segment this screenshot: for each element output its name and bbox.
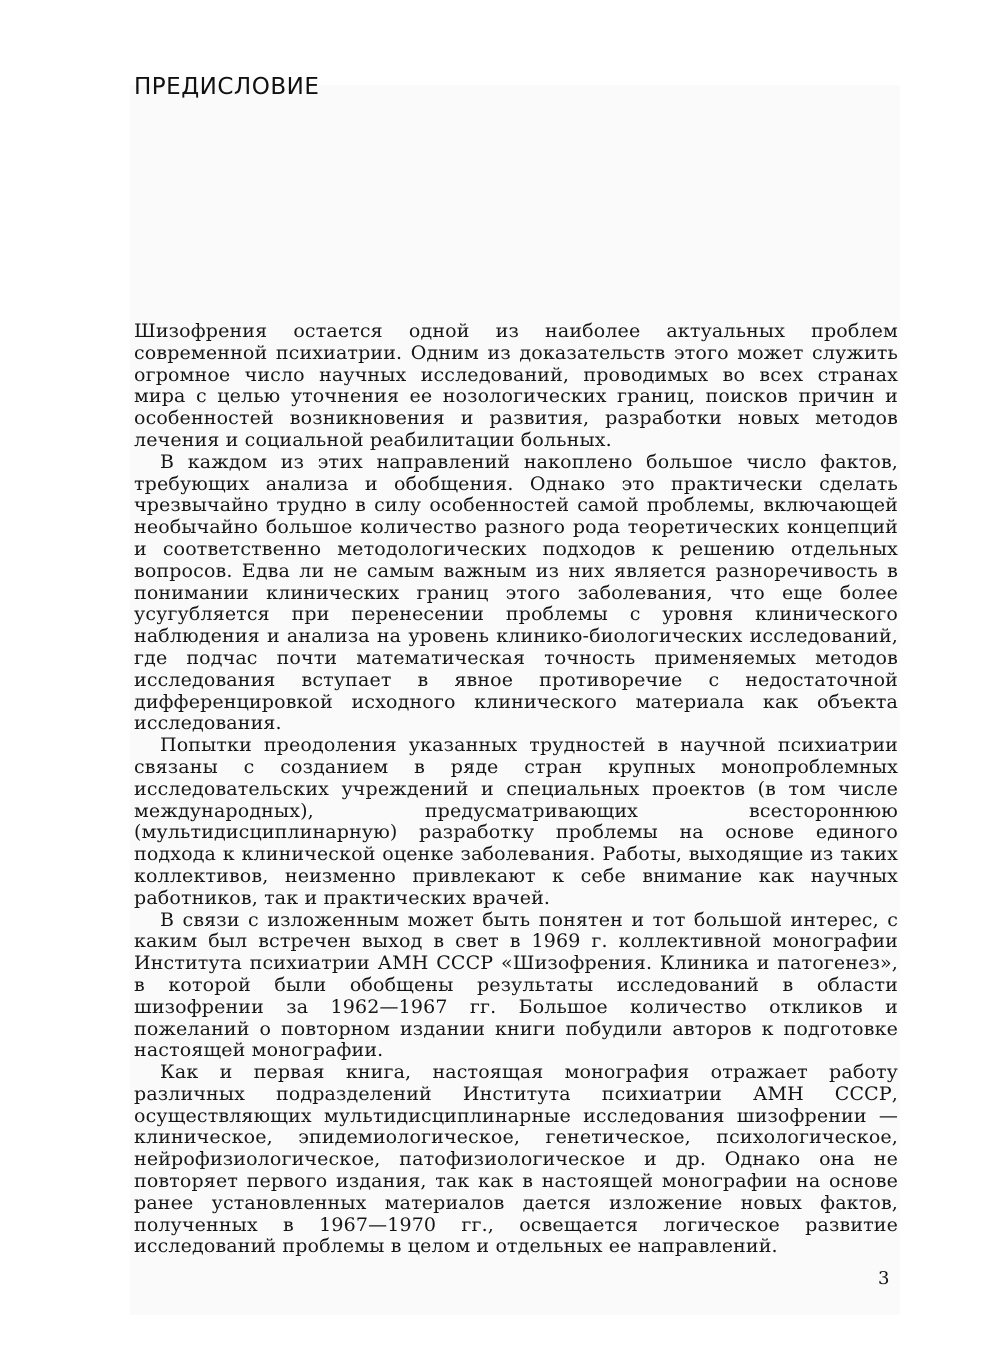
paragraph-1: Шизофрения остается одной из наиболее актуальных проблем современной психиатрии. Одним из доказательств этого может служить огромное число научных исследований, проводимых во всех странах мира с целью уточнения ее нозологических границ, поисков причин и особенностей возникновения и развития, разработки новых методов лечения и социальной реабилитации больных.: [134, 320, 898, 451]
paragraph-4: В связи с изложенным может быть понятен и тот большой интерес, с каким был встречен выход в свет в 1969 г. коллективной монографии Института психиатрии АМН СССР «Шизофрения. Клиника и патогенез», в которой были обобщены результаты исследований в области шизофрении за 1962—1967 гг. Большое количество откликов и пожеланий о повторном издании книги побудили авторов к подготовке настоящей монографии.: [134, 908, 898, 1062]
page-title: ПРЕДИСЛОВИЕ: [134, 74, 320, 100]
paragraph-2: В каждом из этих направлений накоплено большое число фактов, требующих анализа и обобщения. Однако это практически сделать чрезвычайно трудно в силу особенностей самой проблемы, включающей необычайно большое количество разного рода теоретических концепций и соответственно методологических подходов к решению отдельных вопросов. Едва ли не самым важным из них является разноречивость в понимании клинических границ этого заболевания, что еще более усугубляется при перенесении проблемы с уровня клинического наблюдения и анализа на уровень клинико-биологических исследований, где подчас почти математическая точность применяемых методов исследования вступает в явное противоречие с недостаточной дифференцировкой исходного клинического материала как объекта исследования.: [134, 450, 898, 735]
page-number: 3: [878, 1268, 890, 1289]
paragraph-5: Как и первая книга, настоящая монография отражает работу различных подразделений Института психиатрии АМН СССР, осуществляющих мультидисциплинарные исследования шизофрении — клиническое, эпидемиологическое, генетическое, психологическое, нейрофизиологическое, патофизиологическое и др. Однако она не повторяет первого издания, так как в настоящей монографии на основе ранее установленных материалов дается изложение новых фактов, полученных в 1967—1970 гг., освещается логическое развитие исследований проблемы в целом и отдельных ее направлений.: [134, 1061, 898, 1258]
paragraph-3: Попытки преодоления указанных трудностей в научной психиатрии связаны с созданием в ряде стран крупных монопроблемных исследовательских учреждений и специальных проектов (в том числе международных), предусматривающих всестороннюю (мультидисциплинарную) разработку проблемы на основе единого подхода к клинической оценке заболевания. Работы, выходящие из таких коллективов, неизменно привлекают к себе внимание как научных работников, так и практических врачей.: [134, 734, 898, 909]
body-text: [134, 321, 898, 1258]
